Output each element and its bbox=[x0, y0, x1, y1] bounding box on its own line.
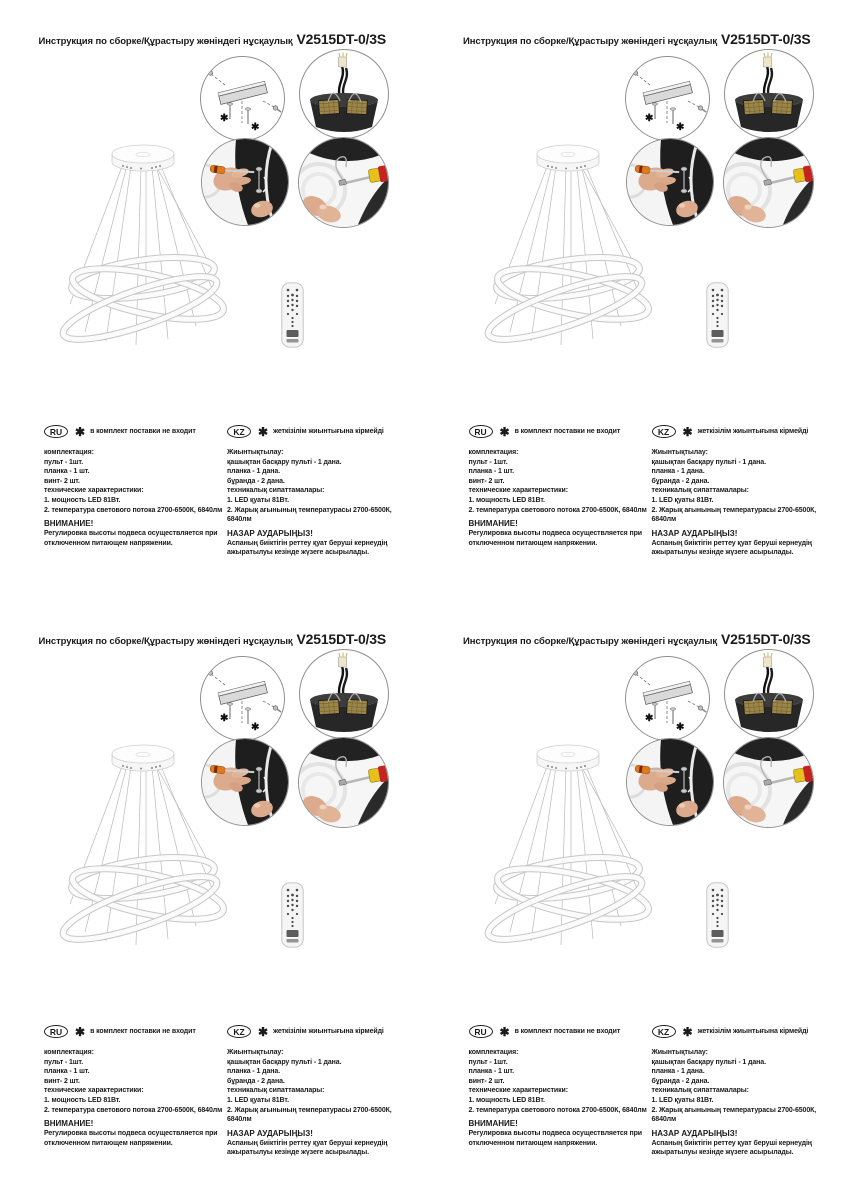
ru-note: в комплект поставки не входит bbox=[514, 1028, 621, 1035]
spec-line: пульт - 1шт. bbox=[468, 1058, 508, 1066]
spec-line: комплектация: bbox=[44, 449, 94, 456]
spec-line: винт- 2 шт. bbox=[44, 1077, 80, 1085]
step-circle-cable-adjustment bbox=[298, 137, 389, 228]
spec-line: қашықтан басқару пульті - 1 дана. bbox=[227, 1058, 342, 1066]
kz-warning-text: Аспаның биіктігін реттеу қуат беруші кернеудің ажыратылуы кезінде жүзеге асырылады. bbox=[651, 539, 812, 557]
spec-line: Жиынтықтылау: bbox=[651, 449, 708, 456]
kz-badge: KZ bbox=[227, 1025, 251, 1038]
step-circle-canopy-wiring bbox=[299, 649, 389, 739]
spec-line: Жиынтықтылау: bbox=[227, 449, 284, 456]
ru-warning-title: ВНИМАНИЕ! bbox=[468, 519, 518, 529]
spec-line: комплектация: bbox=[468, 449, 519, 456]
kz-badge: KZ bbox=[652, 1025, 676, 1038]
kz-spec-list bbox=[652, 1048, 835, 1125]
spec-line: 2. Жарық ағынының температурасы 2700-6500К, 6840лм bbox=[227, 506, 392, 524]
spec-line: техникалық сипаттамалары: bbox=[651, 1087, 749, 1095]
ru-spec-list bbox=[44, 1048, 227, 1115]
bracket-diagram-illustration bbox=[201, 57, 284, 140]
spec-line: винт- 2 шт. bbox=[44, 477, 80, 485]
kz-warning-title: НАЗАР АУДАРЫҢЫЗ! bbox=[651, 528, 738, 538]
spec-line: бұранда - 2 дана. bbox=[651, 1077, 710, 1085]
remote-control-illustration bbox=[706, 282, 729, 348]
asterisk-icon: ✱ bbox=[682, 424, 693, 439]
spec-line: 1. мощность LED 81Вт. bbox=[468, 496, 545, 504]
spec-line: 2. Жарық ағынының температурасы 2700-6500К, 6840лм bbox=[651, 1106, 817, 1124]
spec-line: 2. Жарық ағынының температурасы 2700-6500К, 6840лм bbox=[651, 506, 817, 524]
spec-line: планка - 1 шт. bbox=[44, 468, 90, 476]
kz-spec-list bbox=[227, 448, 410, 525]
spec-line: планка - 1 шт. bbox=[468, 1068, 514, 1076]
spec-line: пульт - 1шт. bbox=[44, 458, 84, 466]
ru-note: в комплект поставки не входит bbox=[514, 428, 621, 435]
step-circle-canopy-wiring bbox=[724, 649, 814, 739]
panel-title bbox=[425, 31, 849, 49]
spec-line: планка - 1 дана. bbox=[651, 468, 705, 476]
ru-badge: RU bbox=[469, 425, 493, 438]
kz-badge: KZ bbox=[227, 425, 251, 438]
ru-badge: RU bbox=[44, 425, 68, 438]
spec-line: бұранда - 2 дана. bbox=[227, 477, 285, 485]
title-text: Инструкция по сборке/Құрастыру жөніндегі нұсқаулық bbox=[463, 636, 718, 647]
spec-line: 2. температура светового потока 2700-6500К, 6840лм bbox=[468, 506, 647, 514]
kz-header bbox=[652, 424, 835, 439]
chandelier-illustration bbox=[453, 136, 688, 351]
kz-badge: KZ bbox=[652, 425, 676, 438]
instruction-panel bbox=[425, 600, 849, 1200]
kz-header bbox=[652, 1024, 835, 1039]
asterisk-icon: ✱ bbox=[499, 424, 510, 439]
ru-warning-title: ВНИМАНИЕ! bbox=[44, 519, 94, 529]
spec-line: комплектация: bbox=[468, 1049, 519, 1056]
ru-section bbox=[44, 1024, 227, 1148]
kz-spec-list bbox=[227, 1048, 410, 1125]
kz-header bbox=[227, 1024, 410, 1039]
asterisk-icon: ✱ bbox=[251, 722, 260, 733]
title-text: Инструкция по сборке/Құрастыру жөніндегі нұсқаулық bbox=[38, 36, 293, 47]
ru-warning-text: Регулировка высоты подвеса осуществляется при отключенном питающем напряжении. bbox=[468, 530, 642, 547]
title-text: Инструкция по сборке/Құрастыру жөніндегі нұсқаулық bbox=[38, 636, 293, 647]
panel-title bbox=[0, 31, 425, 49]
kz-note: жеткізілім жиынтығына кірмейді bbox=[273, 1028, 384, 1035]
spec-line: 1. мощность LED 81Вт. bbox=[468, 1096, 545, 1104]
panel-title bbox=[0, 631, 425, 649]
spec-line: планка - 1 дана. bbox=[227, 468, 281, 476]
kz-warning-title: НАЗАР АУДАРЫҢЫЗ! bbox=[227, 1128, 313, 1138]
kz-warning-title: НАЗАР АУДАРЫҢЫЗ! bbox=[651, 1128, 738, 1138]
spec-line: 2. температура светового потока 2700-6500К, 6840лм bbox=[468, 1106, 647, 1114]
spec-line: Жиынтықтылау: bbox=[227, 1049, 284, 1056]
spec-line: технические характеристики: bbox=[44, 487, 144, 495]
kz-section bbox=[227, 424, 410, 558]
remote-control-illustration bbox=[706, 882, 729, 948]
asterisk-icon: ✱ bbox=[499, 1024, 510, 1039]
kz-section bbox=[652, 1024, 835, 1158]
asterisk-icon: ✱ bbox=[644, 113, 653, 124]
cable-adjustment-illustration bbox=[724, 738, 813, 827]
spec-line: 1. LED қуаты 81Вт. bbox=[651, 496, 714, 504]
spec-line: винт- 2 шт. bbox=[468, 477, 505, 485]
step-circle-bracket-diagram bbox=[625, 656, 710, 741]
instruction-panel bbox=[425, 0, 849, 600]
ru-badge: RU bbox=[44, 1025, 68, 1038]
asterisk-icon: ✱ bbox=[75, 1024, 86, 1039]
step-circle-canopy-wiring bbox=[724, 49, 814, 139]
kz-note: жеткізілім жиынтығына кірмейді bbox=[697, 428, 809, 435]
kz-spec-list bbox=[652, 448, 835, 525]
ru-header bbox=[469, 424, 652, 439]
asterisk-icon: ✱ bbox=[258, 1024, 269, 1039]
kz-warning-text: Аспаның биіктігін реттеу қуат беруші кернеудің ажыратылуы кезінде жүзеге асырылады. bbox=[227, 539, 388, 557]
ru-warning-title: ВНИМАНИЕ! bbox=[468, 1119, 518, 1129]
chandelier-illustration bbox=[28, 136, 263, 351]
ru-section bbox=[469, 424, 652, 548]
ru-note: в комплект поставки не входит bbox=[90, 1028, 196, 1035]
remote-control-illustration bbox=[281, 882, 304, 948]
kz-note: жеткізілім жиынтығына кірмейді bbox=[273, 428, 384, 435]
canopy-wiring-illustration bbox=[725, 650, 813, 738]
remote-control-illustration bbox=[281, 282, 304, 348]
spec-line: пульт - 1шт. bbox=[468, 458, 508, 466]
ru-section bbox=[44, 424, 227, 548]
kz-warning-text: Аспаның биіктігін реттеу қуат беруші кернеудің ажыратылуы кезінде жүзеге асырылады. bbox=[227, 1139, 388, 1157]
canopy-wiring-illustration bbox=[300, 50, 388, 138]
ru-spec-list bbox=[469, 1048, 652, 1115]
ru-warning-title: ВНИМАНИЕ! bbox=[44, 1119, 94, 1129]
cable-adjustment-illustration bbox=[299, 738, 388, 827]
step-circle-canopy-wiring bbox=[299, 49, 389, 139]
kz-section bbox=[652, 424, 835, 558]
spec-line: бұранда - 2 дана. bbox=[651, 477, 710, 485]
spec-line: 1. мощность LED 81Вт. bbox=[44, 496, 121, 504]
ru-note: в комплект поставки не входит bbox=[90, 428, 196, 435]
kz-warning-title: НАЗАР АУДАРЫҢЫЗ! bbox=[227, 528, 313, 538]
spec-line: 1. LED қуаты 81Вт. bbox=[651, 1096, 714, 1104]
kz-warning-text: Аспаның биіктігін реттеу қуат беруші кернеудің ажыратылуы кезінде жүзеге асырылады. bbox=[651, 1139, 812, 1157]
spec-line: 1. LED қуаты 81Вт. bbox=[227, 496, 289, 504]
bracket-diagram-illustration bbox=[201, 657, 284, 740]
asterisk-icon: ✱ bbox=[258, 424, 269, 439]
spec-line: планка - 1 шт. bbox=[44, 1068, 90, 1076]
step-circle-cable-adjustment bbox=[723, 137, 814, 228]
spec-line: қашықтан басқару пульті - 1 дана. bbox=[651, 1058, 766, 1066]
asterisk-icon: ✱ bbox=[220, 713, 229, 724]
step-circle-cable-adjustment bbox=[723, 737, 814, 828]
spec-line: планка - 1 дана. bbox=[651, 1068, 705, 1076]
ru-badge: RU bbox=[469, 1025, 493, 1038]
spec-line: 2. температура светового потока 2700-6500К, 6840лм bbox=[44, 506, 223, 514]
ru-section bbox=[469, 1024, 652, 1148]
spec-line: бұранда - 2 дана. bbox=[227, 1077, 285, 1085]
cable-adjustment-illustration bbox=[724, 138, 813, 227]
ru-warning-text: Регулировка высоты подвеса осуществляется при отключенном питающем напряжении. bbox=[44, 1130, 218, 1147]
model-number: V2515DT-0/3S bbox=[721, 631, 811, 647]
spec-line: комплектация: bbox=[44, 1049, 94, 1056]
model-number: V2515DT-0/3S bbox=[721, 31, 811, 47]
spec-line: техникалық сипаттамалары: bbox=[227, 487, 325, 495]
asterisk-icon: ✱ bbox=[675, 122, 684, 133]
spec-line: 1. мощность LED 81Вт. bbox=[44, 1096, 121, 1104]
asterisk-icon: ✱ bbox=[220, 113, 229, 124]
asterisk-icon: ✱ bbox=[682, 1024, 693, 1039]
spec-line: 2. температура светового потока 2700-6500К, 6840лм bbox=[44, 1106, 223, 1114]
cable-adjustment-illustration bbox=[299, 138, 388, 227]
spec-line: 2. Жарық ағынының температурасы 2700-6500К, 6840лм bbox=[227, 1106, 392, 1124]
spec-line: қашықтан басқару пульті - 1 дана. bbox=[227, 458, 342, 466]
asterisk-icon: ✱ bbox=[644, 713, 653, 724]
spec-line: 1. LED қуаты 81Вт. bbox=[227, 1096, 289, 1104]
instruction-panel bbox=[0, 0, 425, 600]
title-text: Инструкция по сборке/Құрастыру жөніндегі нұсқаулық bbox=[463, 36, 718, 47]
ru-header bbox=[44, 424, 227, 439]
ru-warning-text: Регулировка высоты подвеса осуществляется при отключенном питающем напряжении. bbox=[44, 530, 218, 547]
ru-warning-text: Регулировка высоты подвеса осуществляется при отключенном питающем напряжении. bbox=[468, 1130, 642, 1147]
spec-line: планка - 1 шт. bbox=[468, 468, 514, 476]
asterisk-icon: ✱ bbox=[75, 424, 86, 439]
kz-section bbox=[227, 1024, 410, 1158]
canopy-wiring-illustration bbox=[725, 50, 813, 138]
bracket-diagram-illustration bbox=[626, 57, 709, 140]
spec-line: технические характеристики: bbox=[44, 1087, 144, 1095]
bracket-diagram-illustration bbox=[626, 657, 709, 740]
asterisk-icon: ✱ bbox=[675, 722, 684, 733]
canopy-wiring-illustration bbox=[300, 650, 388, 738]
kz-note: жеткізілім жиынтығына кірмейді bbox=[697, 1028, 809, 1035]
instruction-panel bbox=[0, 600, 425, 1200]
step-circle-cable-adjustment bbox=[298, 737, 389, 828]
chandelier-illustration bbox=[453, 736, 688, 951]
spec-line: техникалық сипаттамалары: bbox=[227, 1087, 325, 1095]
spec-line: Жиынтықтылау: bbox=[651, 1049, 708, 1056]
spec-line: технические характеристики: bbox=[468, 487, 568, 495]
ru-header bbox=[469, 1024, 652, 1039]
spec-line: қашықтан басқару пульті - 1 дана. bbox=[651, 458, 766, 466]
spec-line: винт- 2 шт. bbox=[468, 1077, 505, 1085]
spec-line: планка - 1 дана. bbox=[227, 1068, 281, 1076]
spec-line: техникалық сипаттамалары: bbox=[651, 487, 749, 495]
step-circle-bracket-diagram bbox=[200, 56, 285, 141]
step-circle-bracket-diagram bbox=[200, 656, 285, 741]
kz-header bbox=[227, 424, 410, 439]
chandelier-illustration bbox=[28, 736, 263, 951]
spec-line: технические характеристики: bbox=[468, 1087, 568, 1095]
panel-title bbox=[425, 631, 849, 649]
model-number: V2515DT-0/3S bbox=[296, 631, 386, 647]
ru-header bbox=[44, 1024, 227, 1039]
ru-spec-list bbox=[469, 448, 652, 515]
spec-line: пульт - 1шт. bbox=[44, 1058, 84, 1066]
asterisk-icon: ✱ bbox=[251, 122, 260, 133]
ru-spec-list bbox=[44, 448, 227, 515]
step-circle-bracket-diagram bbox=[625, 56, 710, 141]
model-number: V2515DT-0/3S bbox=[296, 31, 386, 47]
